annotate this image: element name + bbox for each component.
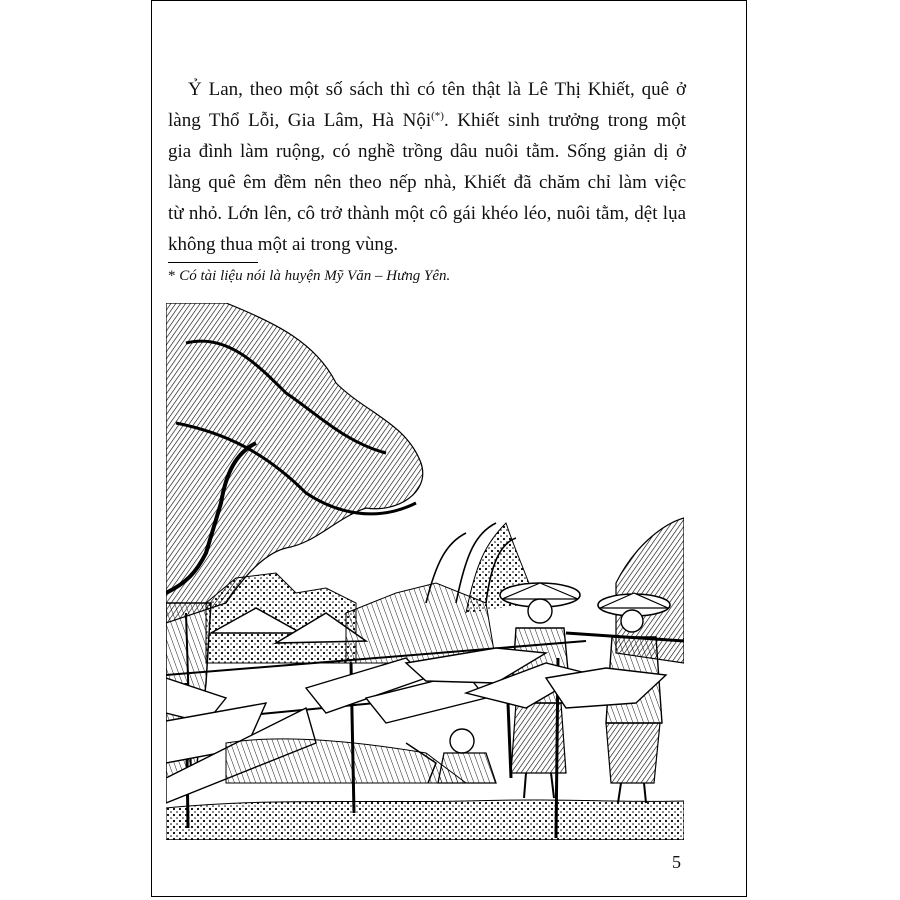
paragraph-line: gia đình làm ruộng, có nghề trồng dâu nuôi tằm. Sống giản dị ở — [168, 141, 686, 162]
village-silk-drying-illustration-icon — [166, 303, 684, 840]
paragraph-line: không thua một ai trong vùng. — [168, 234, 399, 255]
paragraph-line — [168, 105, 686, 136]
footnote-marker: * — [168, 268, 176, 284]
paragraph-line-text: . Khiết sinh trưởng trong một — [443, 110, 687, 131]
paragraph-line: từ nhỏ. Lớn lên, cô trở thành một cô gái khéo léo, nuôi tằm, dệt lụa — [168, 203, 686, 224]
ground — [166, 739, 684, 840]
footnote — [168, 268, 450, 285]
footnote-reference: (*) — [431, 110, 444, 122]
paragraph-line: làng quê êm đềm nên theo nếp nhà, Khiết đã chăm chỉ làm việc — [168, 172, 686, 193]
paragraph-line: Ỷ Lan, theo một số sách thì có tên thật là Lê Thị Khiết, quê ở — [188, 79, 686, 100]
body-paragraph — [168, 74, 686, 260]
footnote-text: Có tài liệu nói là huyện Mỹ Văn – Hưng Yên. — [179, 268, 451, 284]
paragraph-line-text: làng Thổ Lỗi, Gia Lâm, Hà Nội — [168, 110, 432, 131]
footnote-divider — [168, 262, 258, 263]
page-number: 5 — [672, 852, 681, 872]
